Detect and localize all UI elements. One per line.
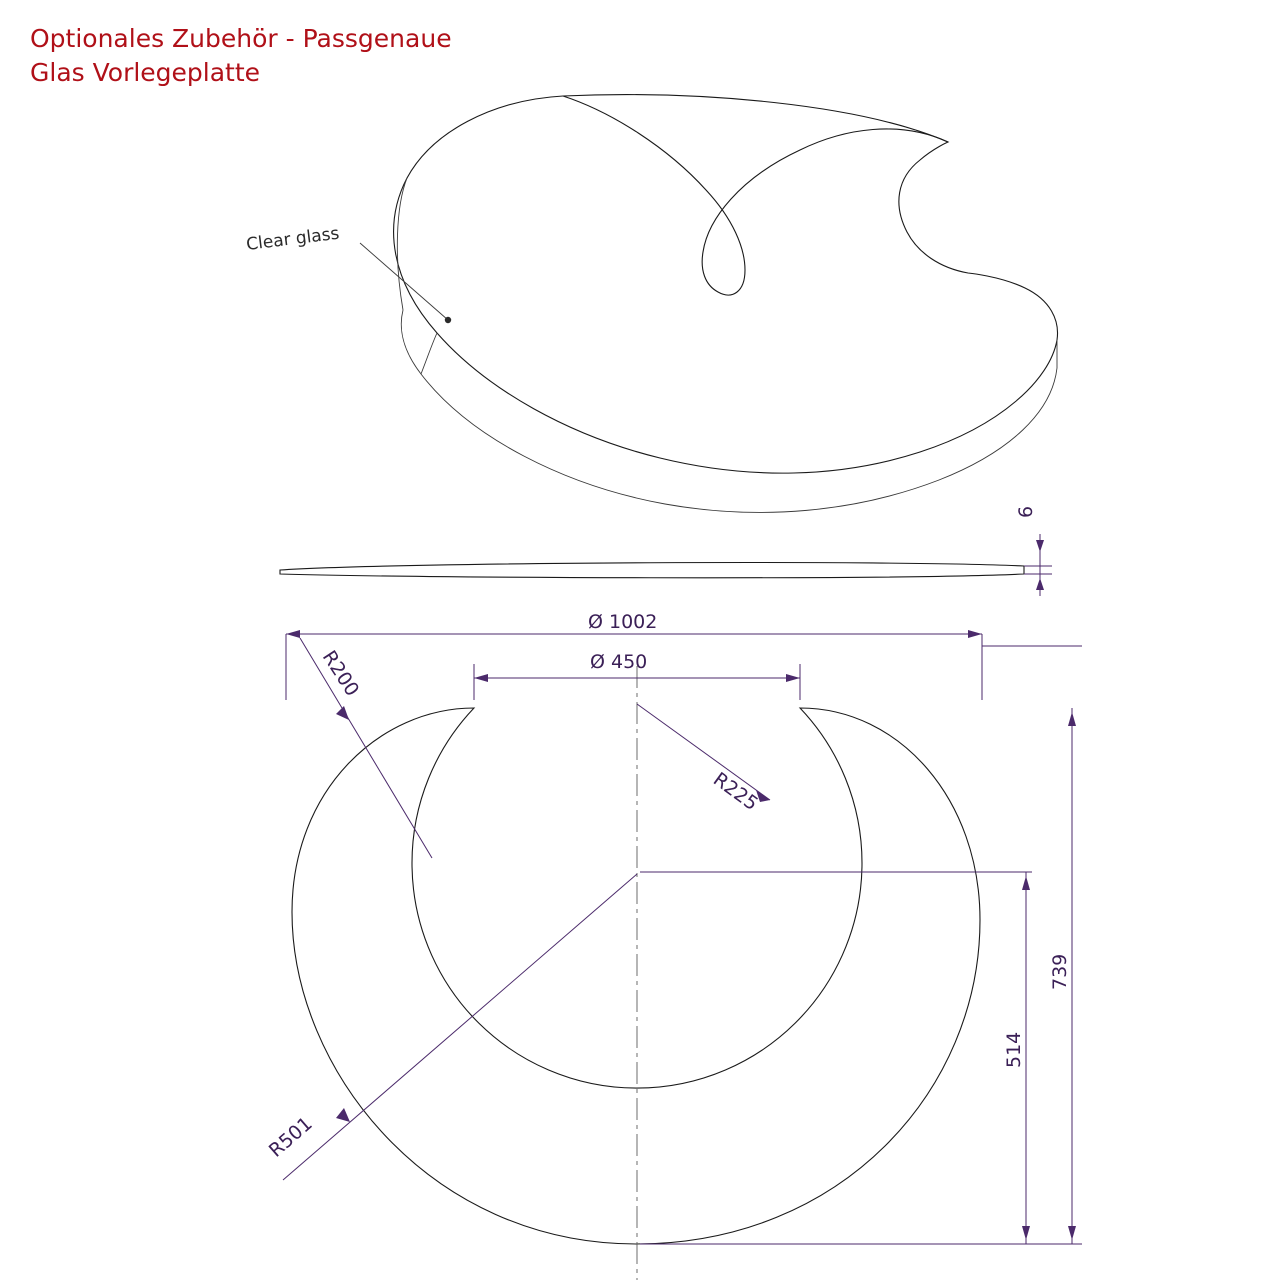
height-partial-label: 514 <box>1003 1031 1025 1068</box>
iso-leader-label: Clear glass <box>245 223 341 255</box>
title-line-1: Optionales Zubehör - Passgenaue <box>30 24 452 53</box>
title-line-2: Glas Vorlegeplatte <box>30 58 261 87</box>
diameter-inner-label: Ø 450 <box>590 651 648 673</box>
iso-view-geometry <box>245 95 1057 513</box>
radius-large-label: R501 <box>264 1112 317 1162</box>
radius-inner-label: R225 <box>709 768 763 816</box>
diameter-outer-label: Ø 1002 <box>588 611 658 633</box>
side-view-geometry <box>280 506 1052 596</box>
height-total-label: 739 <box>1049 953 1071 990</box>
thickness-dimension-label: 6 <box>1015 505 1037 518</box>
radius-outer-label: R200 <box>317 646 364 701</box>
plan-view-geometry <box>265 611 1082 1280</box>
